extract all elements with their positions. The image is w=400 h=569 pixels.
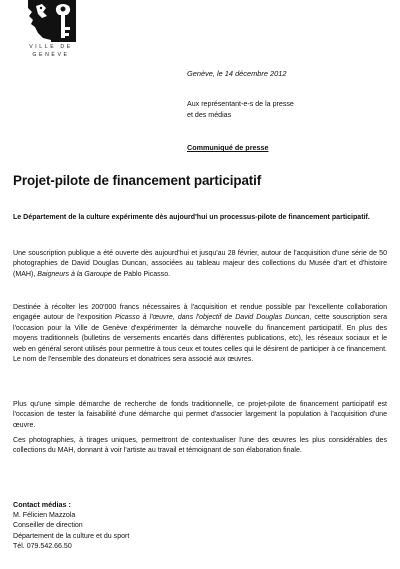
exhibition-title: Picasso à l'œuvre, dans l'objectif de David Douglas Duncan (114, 314, 310, 322)
city-coat-of-arms-logo (26, 0, 76, 42)
contact-role: Conseiller de direction (13, 522, 83, 530)
contact-name: M. Félicien Mazzola (13, 512, 76, 519)
paragraph-1 (13, 249, 387, 280)
contact-title: Contact médias : (13, 500, 71, 509)
artwork-title: Baigneurs à la Garoupe (37, 270, 112, 278)
recipients-block (187, 99, 294, 120)
paragraph-3: Plus qu'une simple démarche de recherche de fonds traditionnelle, ce projet-pilote de financement participatif est l'occasion de tester la faisabilité d'une démarche qui permet d'associer largement la population à l'acquisition d'une œuvre. (13, 401, 387, 429)
paragraph-4: Ces photographies, à tirages uniques, permettront de contextualiser l'une des œuvres les plus considérables des collections du MAH, donnant à voir l'artiste au travail et témoignant de son élaboration finale. (13, 437, 387, 455)
contact-block (13, 511, 129, 552)
press-release-headline: Projet-pilote de financement participatif (13, 173, 262, 188)
recipients-line: Aux représentant-e-s de la presse (187, 100, 294, 108)
paragraph-2 (13, 303, 387, 365)
recipients-line: et des médias (187, 110, 232, 119)
contact-department: Département de la culture et du sport (13, 532, 130, 540)
communique-label: Communiqué de presse (187, 143, 269, 152)
contact-phone: Tél. 079.542.66.50 (13, 542, 72, 550)
paragraph-text: Une souscription publique a été ouverte dès aujourd'hui et jusqu'au 28 février, autour de l'acquisition d'une série de 50 photographies de David Douglas Duncan, associées au tableau majeur des collections du Musée d'art et d'histoire (MAH), (13, 250, 387, 278)
paragraph-text: de Pablo Picasso. (111, 270, 171, 278)
date-line: Genève, le 14 décembre 2012 (187, 69, 287, 78)
paragraph-text: Destinée à récolter les 200'000 francs nécessaires à l'acquisition et rendue possible par l'excellente collaboration engagée autour de l'exposition (13, 304, 387, 322)
lead-paragraph: Le Département de la culture expérimente dès aujourd'hui un processus-pilote de financement participatif. (13, 214, 370, 221)
city-name-text: VILLE DE GENÈVE (29, 44, 73, 58)
paragraph-text: , cette souscription sera l'occasion pour la Ville de Genève d'expérimenter la démarche nouvelle du financement participatif. En plus des moyens traditionnels (bulletins de versements encartés dans différentes publications, etc), les réseaux sociaux et le web en général seront utilisés pour permettre à tous ceux et toutes celles qui le désirent de participer à ce financement. Le nom de l'ensemble des donateurs et donatrices sera associé aux œuvres. (13, 314, 387, 364)
